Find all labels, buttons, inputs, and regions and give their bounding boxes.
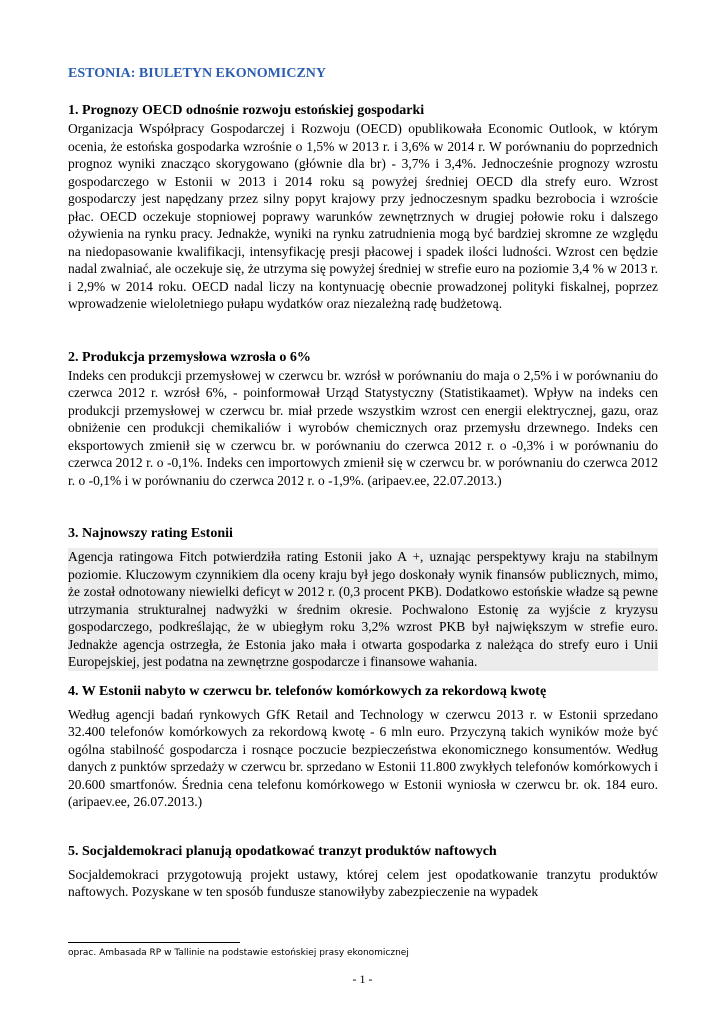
section-heading: 3. Najnowszy rating Estonii xyxy=(68,526,233,541)
section-body: Indeks cen produkcji przemysłowej w czerwcu br. wzrósł w porównaniu do maja o 2,5% i w porównaniu do czerwca 2012 r. wzrósł 6%, - poinformował Urząd Statystyczny (Statistikaamet). Wpływ na indeks cen produkcji przemysłowej w czerwcu br. miał przede wszystkim wzrost cen energii elektrycznej, gazu, oraz obniżenie cen produkcji chemikaliów i wyrobów chemicznych oraz przemysłu drzewnego. Indeks cen eksportowych zmienił się w czerwcu br. w porównaniu do czerwca 2012 r. o -0,3% i w porównaniu do czerwca 2012 r. o -0,1%. Indeks cen importowych zmienił się w czerwcu br. w porównaniu do czerwca 2012 r. o -0,1% i w porównaniu do czerwca 2012 r. o -1,9%. (aripaev.ee, 22.07.2013.) xyxy=(68,367,658,488)
section-oil-transit-tax xyxy=(68,843,658,901)
document-content xyxy=(68,64,658,901)
section-body: Socjaldemokraci przygotowują projekt ustawy, której celem jest opodatkowanie tranzytu produktów naftowych. Pozyskane w ten sposób fundusze stanowiłyby zabezpieczenie na wypadek xyxy=(68,866,658,899)
section-industrial-production xyxy=(68,349,658,490)
footer-note: oprac. Ambasada RP w Tallinie na podstawie estońskiej prasy ekonomicznej xyxy=(68,948,409,958)
section-rating xyxy=(68,525,658,671)
section-heading: 2. Produkcja przemysłowa wzrosła o 6% xyxy=(68,349,311,365)
section-body: Według agencji badań rynkowych GfK Retail and Technology w czerwcu 2013 r. w Estonii sprzedano 32.400 telefonów komórkowych za rekordową kwotę - 6 mln euro. Przyczyną takich wyników może być ogólna stabilność gospodarcza i rosnące poczucie bezpieczeństwa ekonomicznego konsumentów. Według danych z punktów sprzedaży w czerwcu br. sprzedano w Estonii 11.800 zwykłych telefonów komórkowych i 20.600 smartfonów. Średnia cena telefonu komórkowego w Estonii wyniosła w czerwcu br. ok. 184 euro. (aripaev.ee, 26.07.2013.) xyxy=(68,706,658,809)
section-heading: 1. Prognozy OECD odnośnie rozwoju estońskiej gospodarki xyxy=(68,103,425,118)
document-title: ESTONIA: BIULETYN EKONOMICZNY xyxy=(68,66,327,81)
page-number: - 1 - xyxy=(352,972,373,986)
section-heading: 4. W Estonii nabyto w czerwcu br. telefonów komórkowych za rekordową kwotę xyxy=(68,683,547,699)
section-body: Organizacja Współpracy Gospodarczej i Rozwoju (OECD) opublikowała Economic Outlook, w którym ocenia, że estońska gospodarka wzrośnie o 1,5% w 2013 r. i 3,6% w 2014 r. W porównaniu do poprzednich prognoz wyniki znacząco skorygowano (głównie dla br) - 3,7% i 3,4%. Jednocześnie prognozy wzrostu gospodarczego w Estonii w 2013 i 2014 roku są powyżej średniej OECD dla strefy euro. Wzrost gospodarczy jest napędzany przez silny popyt krajowy przy jednoczesnym spadku bezrobocia i wzroście płac. OECD oczekuje stopniowej poprawy warunków zewnętrznych w drugiej połowie roku i dalszego ożywienia na rynku pracy. Jednakże, wyniki na rynku zatrudnienia mogą być bardziej skromne ze względu na niedopasowanie kwalifikacji, intensyfikację presji płacowej i spadek ilości ludności. Wzrost cen będzie nadal zwalniać, ale oczekuje się, że utrzyma się powyżej średniej w strefie euro na poziomie 3,4 % w 2013 r. i 2,9% w 2014 roku. OECD nadal liczy na kontynuację obecnie prowadzonej polityki fiskalnej, poprzez wprowadzenie wieloletniego pułapu wydatków oraz niezależną radę budżetową. xyxy=(68,121,658,311)
section-mobile-phones xyxy=(68,683,658,811)
footnote-divider xyxy=(68,942,240,943)
section-body: Agencja ratingowa Fitch potwierdziła rating Estonii jako A +, uznając perspektywy kraju na stabilnym poziomie. Kluczowym czynnikiem dla oceny kraju był jego doskonały wynik finansów publicznych, mimo, że został odnotowany niewielki deficyt w 2012 r. (0,3 procent PKB). Dodatkowo estońskie władze są pewne utrzymania strukturalnej nadwyżki w średnim okresie. Pochwalono Estonię za wyjście z kryzysu gospodarczego, podkreślając, że w ubiegłym roku 3,2% wzrost PKB był największym w strefie euro. Jednakże agencja ostrzegła, że Estonia jako mała i otwarta gospodarka z należąca do strefy euro i Unii Europejskiej, jest podatna na zewnętrzne gospodarcze i finansowe wahania. xyxy=(68,549,658,669)
section-oecd-forecast xyxy=(68,102,658,313)
section-heading: 5. Socjaldemokraci planują opodatkować tranzyt produktów naftowych xyxy=(68,843,497,859)
